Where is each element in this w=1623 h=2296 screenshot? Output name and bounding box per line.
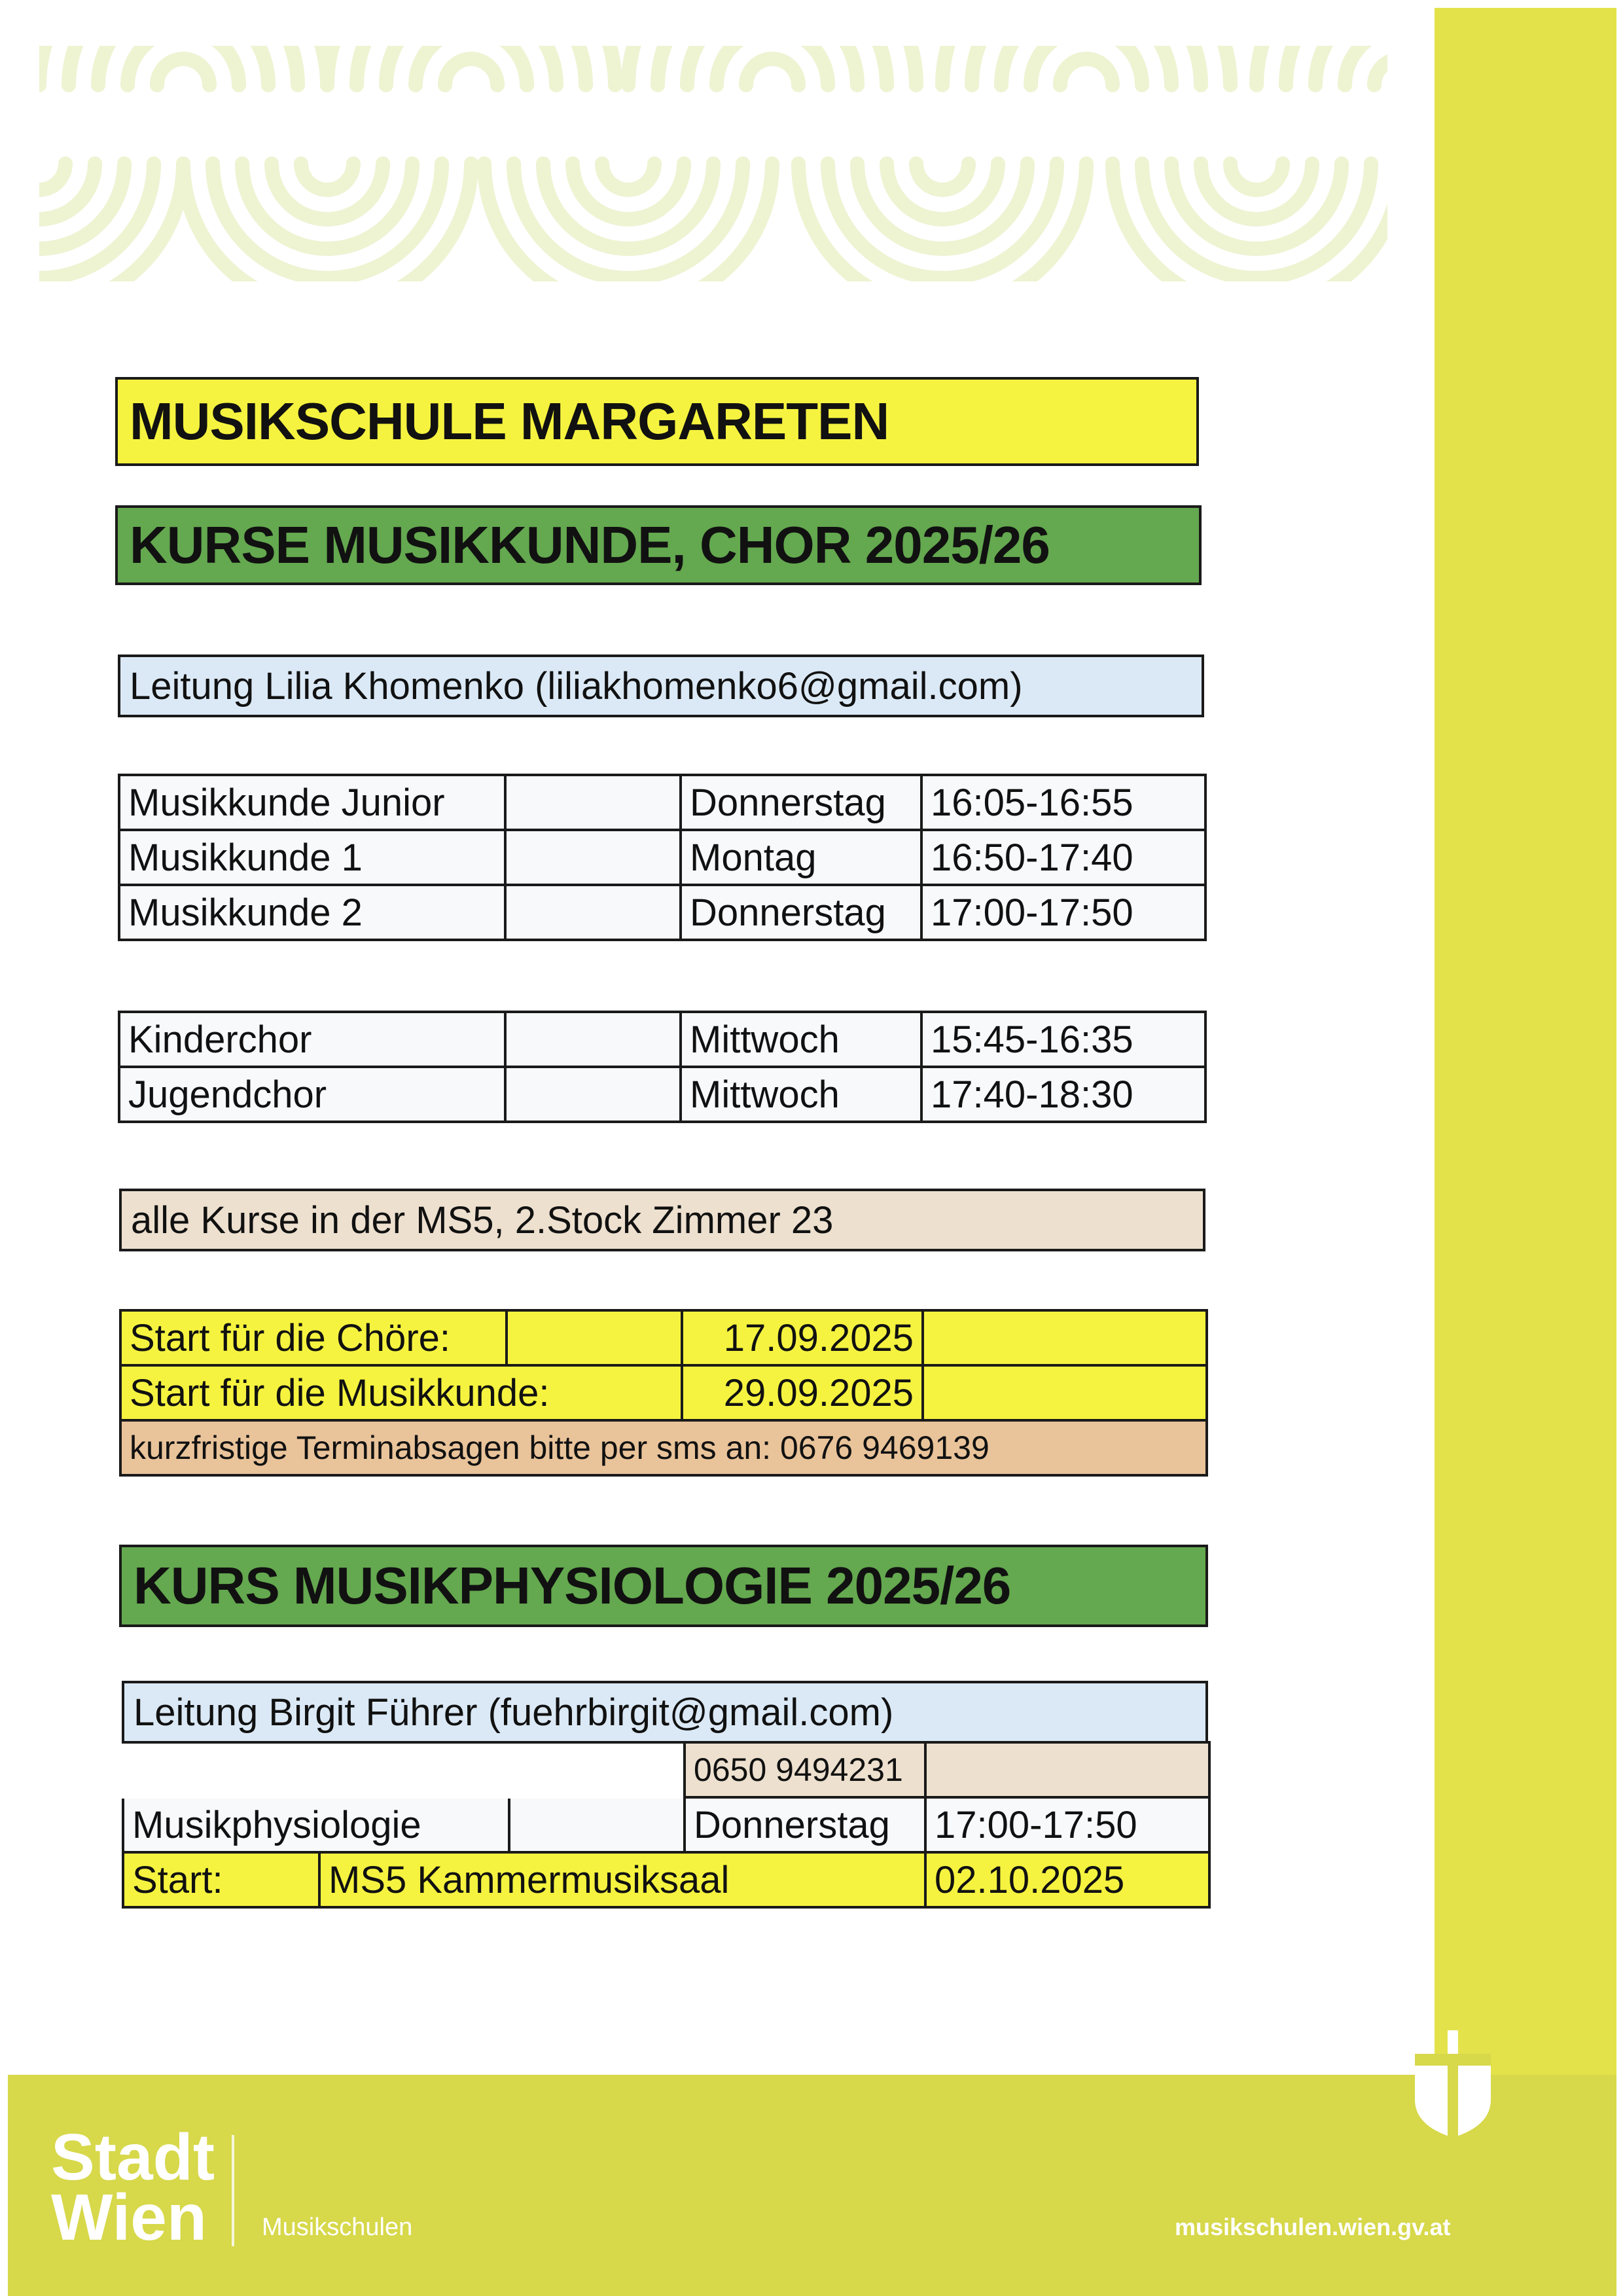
course-day: Mittwoch	[681, 1012, 921, 1067]
table-row	[123, 1742, 1209, 1797]
empty-cell	[505, 775, 681, 830]
decorative-arc	[39, 164, 65, 190]
sms-note: kurzfristige Terminabsagen bitte per sms an: 0676 9469139	[120, 1420, 1207, 1475]
side-color-band	[1435, 8, 1616, 2296]
start-date: 29.09.2025	[682, 1365, 923, 1420]
empty-cell	[123, 1742, 685, 1797]
course-time: 16:50-17:40	[921, 830, 1205, 885]
start-label: Start:	[123, 1852, 319, 1907]
table-row	[119, 885, 1205, 940]
empty-cell	[923, 1310, 1207, 1365]
empty-cell	[505, 1012, 681, 1067]
course-time: 17:00-17:50	[925, 1797, 1209, 1852]
table-row	[119, 1067, 1205, 1122]
leitung-khomenko: Leitung Lilia Khomenko (liliakhomenko6@gmail.com)	[118, 655, 1204, 717]
location-note: alle Kurse in der MS5, 2.Stock Zimmer 23	[119, 1189, 1205, 1251]
empty-cell	[505, 830, 681, 885]
table-row	[120, 1420, 1207, 1475]
course-day: Donnerstag	[681, 885, 921, 940]
table-row	[119, 1012, 1205, 1067]
empty-cell	[509, 1797, 685, 1852]
table-row	[123, 1797, 1209, 1852]
phone-number: 0650 9494231	[685, 1742, 925, 1797]
stadt-wien-logo	[51, 2121, 215, 2254]
start-date: 02.10.2025	[925, 1852, 1209, 1907]
empty-cell	[505, 885, 681, 940]
course-day: Mittwoch	[681, 1067, 921, 1122]
course-time: 16:05-16:55	[921, 775, 1205, 830]
course-day: Donnerstag	[681, 775, 921, 830]
table-row	[123, 1852, 1209, 1907]
decorative-arc	[301, 164, 353, 190]
logo-line-stadt: Stadt	[51, 2121, 215, 2194]
course-name: Musikkunde Junior	[119, 775, 505, 830]
decorative-arc	[1230, 164, 1283, 190]
decorative-arc	[602, 164, 654, 190]
school-title: MUSIKSCHULE MARGARETEN	[115, 377, 1199, 466]
start-dates-table	[119, 1309, 1208, 1477]
course-time: 17:40-18:30	[921, 1067, 1205, 1122]
empty-cell	[507, 1310, 682, 1365]
vienna-shield-icon	[1412, 2028, 1493, 2139]
table-row	[120, 1365, 1207, 1420]
decorative-arc	[1060, 59, 1113, 85]
musikkunde-schedule-table	[118, 774, 1207, 941]
decorative-arc	[445, 59, 497, 85]
start-label: Start für die Chöre:	[120, 1310, 507, 1365]
course-name: Musikphysiologie	[123, 1797, 509, 1852]
course-time: 17:00-17:50	[921, 885, 1205, 940]
course-name: Jugendchor	[119, 1067, 505, 1122]
course-day: Donnerstag	[685, 1797, 925, 1852]
empty-cell	[505, 1067, 681, 1122]
course-time: 15:45-16:35	[921, 1012, 1205, 1067]
chor-schedule-table	[118, 1011, 1207, 1123]
table-row	[119, 775, 1205, 830]
footer-band	[8, 2075, 1616, 2296]
section-title-musikphysiologie: KURS MUSIKPHYSIOLOGIE 2025/26	[119, 1545, 1208, 1627]
website-url: musikschulen.wien.gv.at	[1175, 2214, 1451, 2240]
start-label: Start für die Musikkunde:	[120, 1365, 682, 1420]
table-row	[120, 1310, 1207, 1365]
room-name: MS5 Kammermusiksaal	[319, 1852, 925, 1907]
logo-divider	[232, 2135, 234, 2246]
leitung-fuehrer: Leitung Birgit Führer (fuehrbirgit@gmail.com)	[122, 1681, 1208, 1744]
empty-cell	[925, 1742, 1209, 1797]
logo-line-wien: Wien	[51, 2181, 207, 2254]
wave-pattern-decoration	[39, 46, 1387, 281]
musikphysiologie-table	[122, 1741, 1211, 1909]
decorative-arc	[157, 59, 209, 85]
course-name: Musikkunde 2	[119, 885, 505, 940]
course-day: Montag	[681, 830, 921, 885]
section-title-musikkunde-chor: KURSE MUSIKKUNDE, CHOR 2025/26	[115, 505, 1202, 585]
decorative-arc	[746, 59, 798, 85]
empty-cell	[923, 1365, 1207, 1420]
table-row	[119, 830, 1205, 885]
course-name: Kinderchor	[119, 1012, 505, 1067]
decorative-arc	[916, 164, 969, 190]
department-label: Musikschulen	[262, 2214, 413, 2241]
start-date: 17.09.2025	[682, 1310, 923, 1365]
course-name: Musikkunde 1	[119, 830, 505, 885]
decorative-arc	[1374, 59, 1387, 85]
